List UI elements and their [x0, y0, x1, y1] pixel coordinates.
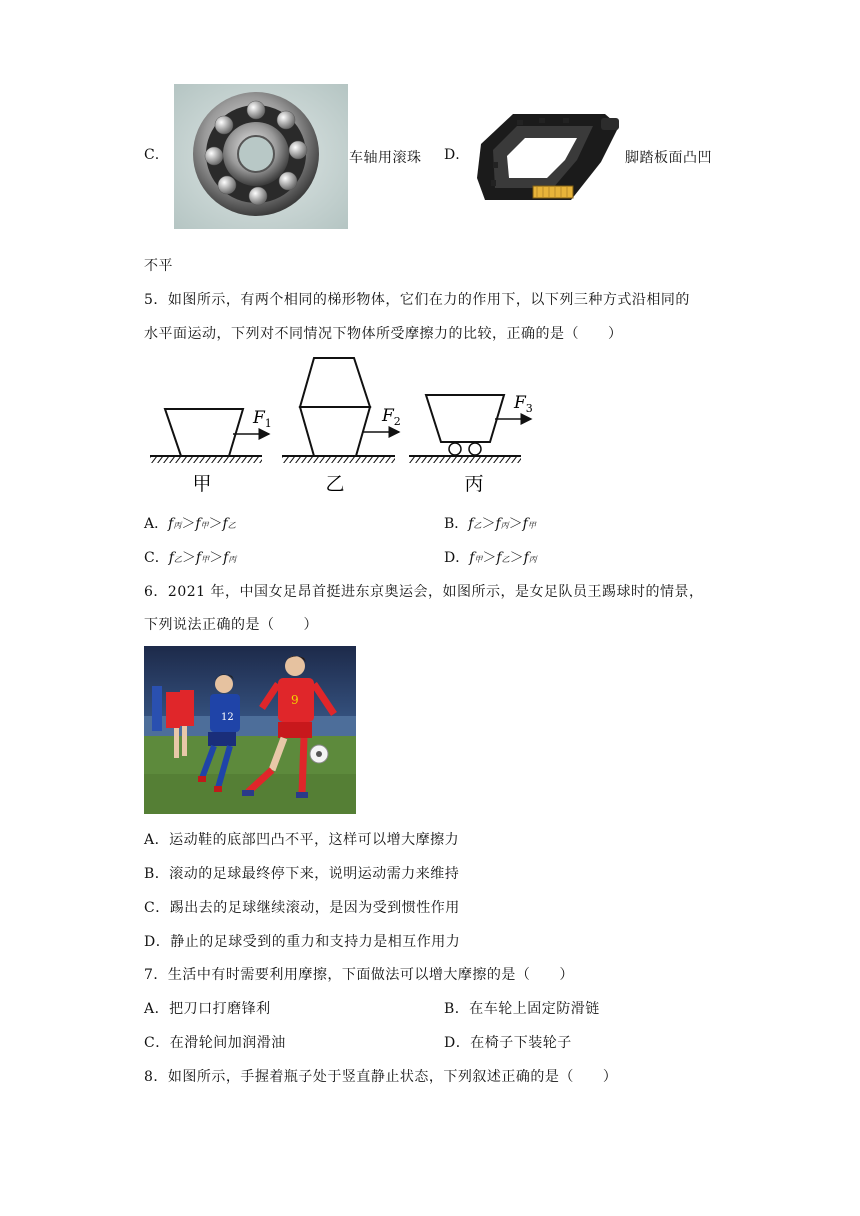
q7-option-d: D．在椅子下装轮子 — [444, 1035, 572, 1051]
bicycle-pedal-image — [473, 104, 621, 204]
q6-stem-line2: 下列说法正确的是（ ） — [144, 617, 318, 633]
q5-stem-line2: 水平面运动，下列对不同情况下物体所受摩擦力的比较，正确的是（ ） — [144, 326, 623, 342]
force-f1-label: $F_1$ — [253, 408, 272, 430]
label-bing: 丙 — [464, 473, 484, 495]
option-d-text-cont: 不平 — [144, 258, 173, 274]
option-d-text: 脚踏板面凸凹 — [625, 150, 712, 166]
q8-stem: 8．如图所示，手握着瓶子处于竖直静止状态，下列叙述正确的是（ ） — [144, 1069, 618, 1085]
option-c-label: C. — [144, 147, 160, 163]
q6-option-b: B．滚动的足球最终停下来，说明运动需力来维持 — [144, 866, 460, 882]
force-f3-label: $F_3$ — [514, 393, 533, 415]
q5-stem-line1: 5．如图所示，有两个相同的梯形物体，它们在力的作用下，以下列三种方式沿相同的 — [144, 292, 690, 308]
q6-option-d: D．静止的足球受到的重力和支持力是相互作用力 — [144, 934, 461, 950]
force-f2-label: $F_2$ — [382, 406, 401, 428]
q5-option-c: C．f乙＞f甲＞f丙 — [144, 550, 237, 566]
jersey-number-red: 9 — [291, 693, 299, 707]
soccer-photo — [144, 646, 356, 814]
q5-option-d: D．f甲＞f乙＞f丙 — [444, 550, 537, 566]
label-yi: 乙 — [325, 473, 345, 495]
option-d-label: D. — [444, 147, 461, 163]
q5-option-b: B．f乙＞f丙＞f甲 — [444, 516, 536, 532]
q6-option-a: A．运动鞋的底部凹凸不平，这样可以增大摩擦力 — [144, 832, 460, 848]
q6-option-c: C．踢出去的足球继续滚动，是因为受到惯性作用 — [144, 900, 460, 916]
figure-yi — [282, 358, 401, 495]
option-c-text: 车轴用滚珠 — [349, 150, 422, 166]
figure-jia — [150, 408, 272, 495]
q7-option-a: A．把刀口打磨锋利 — [144, 1001, 271, 1017]
friction-figure — [145, 352, 533, 497]
q7-option-b: B．在车轮上固定防滑链 — [444, 1001, 600, 1017]
q6-stem-line1: 6．2021 年，中国女足昂首挺进东京奥运会，如图所示，是女足队员王踢球时的情景， — [144, 584, 704, 600]
jersey-number-blue: 12 — [221, 712, 234, 723]
q7-stem: 7．生活中有时需要利用摩擦，下面做法可以增大摩擦的是（ ） — [144, 967, 574, 983]
figure-bing — [409, 393, 533, 495]
q5-option-a: A．f丙＞f甲＞f乙 — [144, 516, 236, 532]
ball-bearing-image — [174, 84, 348, 229]
label-jia: 甲 — [192, 473, 212, 495]
q7-option-c: C．在滑轮间加润滑油 — [144, 1035, 286, 1051]
